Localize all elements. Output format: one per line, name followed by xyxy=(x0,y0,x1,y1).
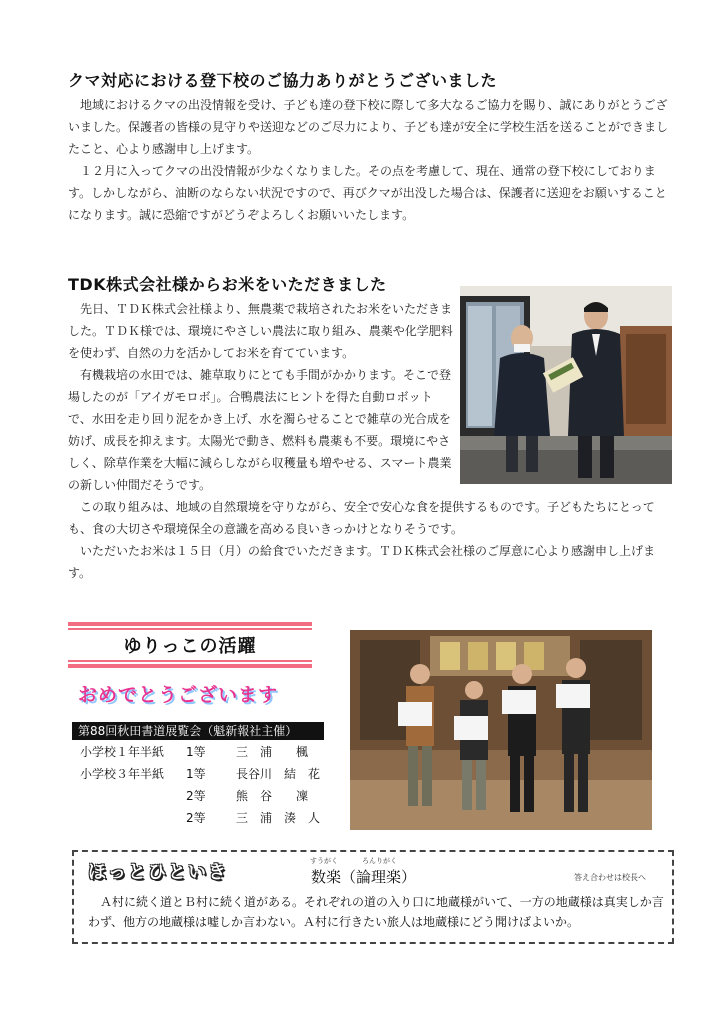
yurikko-banner xyxy=(68,622,312,668)
award-rank: 1等 xyxy=(186,745,206,759)
bear-section-body xyxy=(68,94,670,226)
answer-note: 答え合わせは校長へ xyxy=(574,873,646,882)
award-category: 小学校３年半紙 xyxy=(80,767,165,781)
tdk-paragraph-1: 先日、ＴＤＫ株式会社様より、無農薬で栽培されたお米をいただきました。ＴＤＫ様では、環境にやさしい農法に取り組み、農薬や化学肥料を使わず、自然の力を活かしてお米を育てています。 xyxy=(68,302,453,360)
award-rank: 2等 xyxy=(186,789,206,803)
puzzle-text xyxy=(88,892,664,932)
award-name: 熊 谷 凜 xyxy=(236,789,309,803)
tdk-paragraph-2: 有機栽培の水田では、雑草取りにとても手間がかかります。そこで登場したのが「アイガモロボ」。合鴨農法にヒントを得た自動ロボットで、水田を走り回り泥をかき上げ、水を濁らせることで雑草の光合成を妨げ、成長を抑えます。太陽光で動き、燃料も農薬も不要。環境にやさしく、除草作業を大幅に減らしながら収穫量も増やせる、スマート農業の新しい仲間だそうです。 xyxy=(68,368,452,492)
tdk-paragraph-3: この取り組みは、地域の自然環境を守りながら、安全で安心な食を提供するものです。子どもたちにとっても、食の大切さや環境保全の意識を高める良いきっかけとなりそうです。 xyxy=(68,500,655,536)
award-name: 三 浦 楓 xyxy=(236,745,309,759)
award-rank: 2等 xyxy=(186,811,206,825)
hotto-hitoiki-title: ほっとひといき xyxy=(88,862,228,883)
award-name: 長谷川 結 花 xyxy=(236,767,321,781)
award-name: 三 浦 湊 人 xyxy=(236,811,321,825)
tdk-section-heading: TDK株式会社様からお米をいただきました xyxy=(68,275,387,294)
bear-paragraph-2: １２月に入ってクマの出没情報が少なくなりました。その点を考慮して、現在、通常の登下校にしております。しかしながら、油断のならない状況ですので、再びクマが出没した場合は、保護者に送迎をお願いすることになります。誠に恐縮ですがどうぞよろしくお願いいたします。 xyxy=(68,164,667,222)
award-rank: 1等 xyxy=(186,767,206,781)
bear-paragraph-1: 地域におけるクマの出没情報を受け、子ども達の登下校に際して多大なるご協力を賜り、誠にありがとうございました。保護者の皆様の見守りや送迎などのご尽力により、子ども達が安全に学校生活を送ることができましたこと、心より感謝申し上げます。 xyxy=(68,98,669,156)
tdk-rice-photo xyxy=(460,286,672,484)
ruby-ronrigaku: ろんりがく xyxy=(362,857,397,865)
ruby-sugaku: すうがく xyxy=(310,857,338,865)
exhibition-label: 第88回秋田書道展覧会（魁新報社主催） xyxy=(72,722,324,740)
math-puzzle-title: 数楽（論理楽） xyxy=(311,868,417,886)
award-category: 小学校１年半紙 xyxy=(80,745,165,759)
students-award-photo xyxy=(350,630,652,830)
bear-section-heading: クマ対応における登下校のご協力ありがとうございました xyxy=(68,71,498,90)
congratulations-heading: おめでとうございます xyxy=(78,684,279,706)
yurikko-banner-title: ゆりっこの活躍 xyxy=(123,636,257,657)
tdk-section-body-top xyxy=(68,298,454,496)
tdk-paragraph-4: いただいたお米は１５日（月）の給食でいただきます。ＴＤＫ株式会社様のご厚意に心より感謝申し上げます。 xyxy=(68,544,656,580)
tdk-section-body-bottom xyxy=(68,496,670,584)
puzzle-paragraph: Ａ村に続く道とＢ村に続く道がある。それぞれの道の入り口に地蔵様がいて、一方の地蔵様は真実しか言わず、他方の地蔵様は嘘しか言わない。Ａ村に行きたい旅人は地蔵様にどう聞けばよいか。 xyxy=(88,895,664,929)
hotto-hitoiki-box xyxy=(72,850,674,944)
